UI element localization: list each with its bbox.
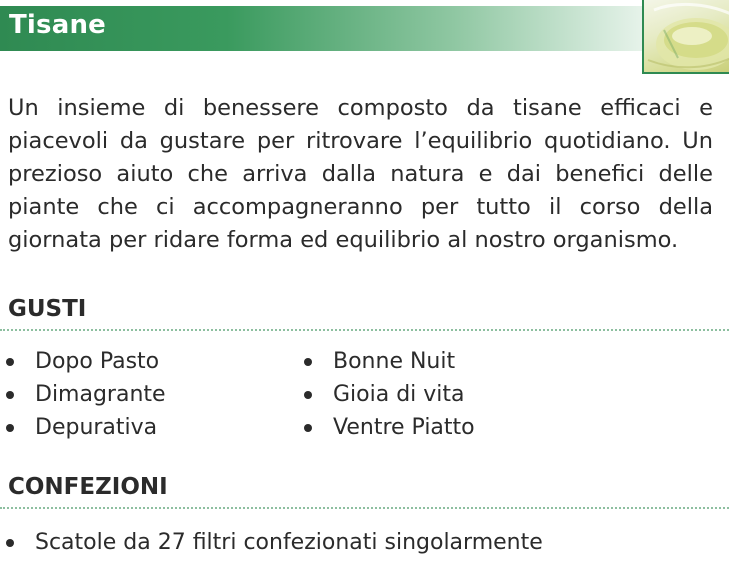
- bullet-icon: [6, 424, 14, 432]
- bullet-icon: [304, 358, 312, 366]
- tea-cup-photo: [642, 0, 729, 74]
- list-item: [300, 378, 475, 411]
- confezione-label: Scatole da 27 filtri confezionati singolarmente: [35, 530, 543, 555]
- bullet-icon: [6, 358, 14, 366]
- bullet-icon: [304, 424, 312, 432]
- list-item: [2, 378, 166, 411]
- bullet-icon: [6, 391, 14, 399]
- gusti-list-right: [300, 345, 475, 444]
- gusti-heading: GUSTI: [8, 296, 87, 322]
- confezioni-divider: [0, 507, 729, 509]
- gusto-label: Ventre Piatto: [333, 415, 475, 440]
- gusti-list-left: [2, 345, 166, 444]
- bullet-icon: [304, 391, 312, 399]
- intro-paragraph: Un insieme di benessere composto da tisane efficaci e piacevoli da gustare per ritrovare l’equilibrio quotidiano. Un prezioso aiuto che arriva dalla natura e dai benefici delle piante che ci accompagneranno per tutto il corso della giornata per ridare forma ed equilibrio al nostro organismo.: [8, 95, 713, 253]
- list-item: [300, 345, 475, 378]
- gusto-label: Bonne Nuit: [333, 349, 456, 374]
- list-item: [2, 526, 543, 559]
- list-item: [2, 411, 166, 444]
- bullet-icon: [6, 539, 14, 547]
- list-item: [2, 345, 166, 378]
- tea-cup-illustration: [644, 0, 729, 72]
- gusto-label: Depurativa: [35, 415, 158, 440]
- list-item: [300, 411, 475, 444]
- confezioni-list: [2, 526, 543, 559]
- gusti-divider: [0, 329, 729, 331]
- page-title: Tisane: [9, 10, 107, 40]
- confezioni-heading: CONFEZIONI: [8, 474, 168, 500]
- gusto-label: Dopo Pasto: [35, 349, 160, 374]
- gusto-label: Dimagrante: [35, 382, 166, 407]
- gusto-label: Gioia di vita: [333, 382, 465, 407]
- title-banner: [0, 6, 648, 51]
